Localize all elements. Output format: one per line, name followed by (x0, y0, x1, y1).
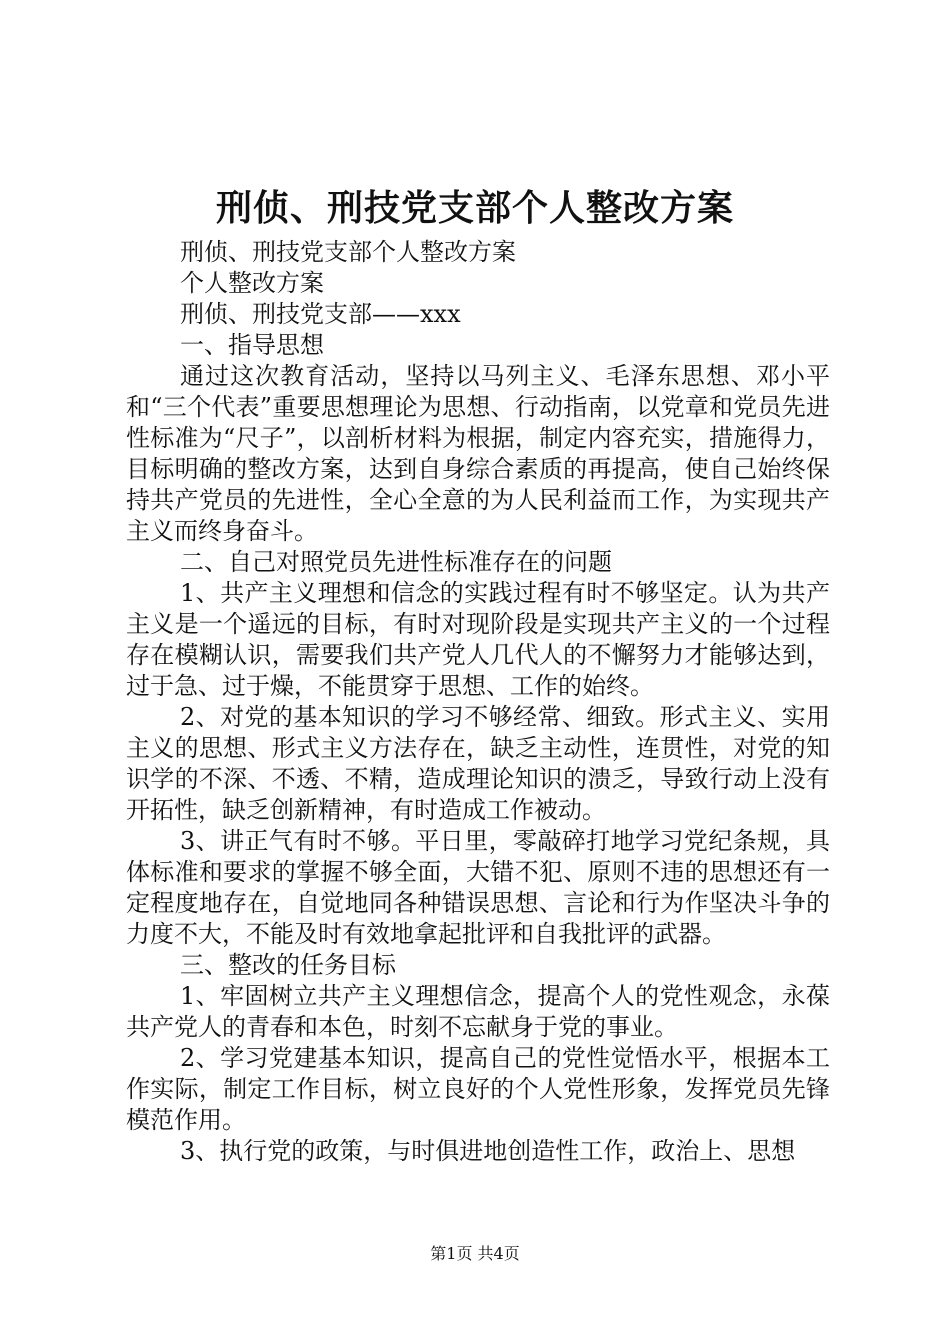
plan-name: 个人整改方案 (180, 269, 324, 297)
paragraph-problem-1: 1、共产主义理想和信念的实践过程有时不够坚定。认为共产主义是一个遥远的目标，有时对现阶段是实现共产主义的一个过程存在模糊认识，需要我们共产党人几代人的不懈努力才能够达到，过于急、过于燥，不能贯穿于思想、工作的始终。 (126, 579, 830, 700)
paragraph-goal-1: 1、牢固树立共产主义理想信念，提高个人的党性观念，永葆共产党人的青春和本色，时刻不忘献身于党的事业。 (126, 982, 830, 1041)
page-title: 刑侦、刑技党支部个人整改方案 (215, 187, 734, 229)
doc-subtitle: 刑侦、刑技党支部个人整改方案 (180, 238, 516, 266)
section-heading-problems: 二、自己对照党员先进性标准存在的问题 (180, 548, 612, 576)
section-heading-guiding: 一、指导思想 (180, 331, 324, 359)
paragraph-guiding: 通过这次教育活动，坚持以马列主义、毛泽东思想、邓小平和“三个代表”重要思想理论为思想、行动指南，以党章和党员先进性标准为“尺子”，以剖析材料为根据，制定内容充实，措施得力，目标明确的整改方案，达到自身综合素质的再提高，使自己始终保持共产党员的先进性，全心全意的为人民利益而工作，为实现共产主义而终身奋斗。 (126, 362, 830, 545)
author-line: 刑侦、刑技党支部——xxx (180, 300, 461, 328)
paragraph-problem-3: 3、讲正气有时不够。平日里，零敲碎打地学习党纪条规，具体标准和要求的掌握不够全面，大错不犯、原则不违的思想还有一定程度地存在，自觉地同各种错误思想、言论和行为作坚决斗争的力度不大，不能及时有效地拿起批评和自我批评的武器。 (126, 827, 830, 948)
page-footer: 第1页 共4页 (430, 1244, 520, 1263)
section-heading-goals: 三、整改的任务目标 (180, 951, 396, 979)
paragraph-goal-2: 2、学习党建基本知识，提高自己的党性觉悟水平，根据本工作实际，制定工作目标，树立良好的个人党性形象，发挥党员先锋模范作用。 (126, 1044, 830, 1134)
document-body (126, 237, 830, 1167)
paragraph-problem-2: 2、对党的基本知识的学习不够经常、细致。形式主义、实用主义的思想、形式主义方法存在，缺乏主动性，连贯性，对党的知识学的不深、不透、不精，造成理论知识的溃乏，导致行动上没有开拓性，缺乏创新精神，有时造成工作被动。 (126, 703, 830, 824)
paragraph-goal-3: 3、执行党的政策，与时俱进地创造性工作，政治上、思想 (180, 1137, 796, 1165)
